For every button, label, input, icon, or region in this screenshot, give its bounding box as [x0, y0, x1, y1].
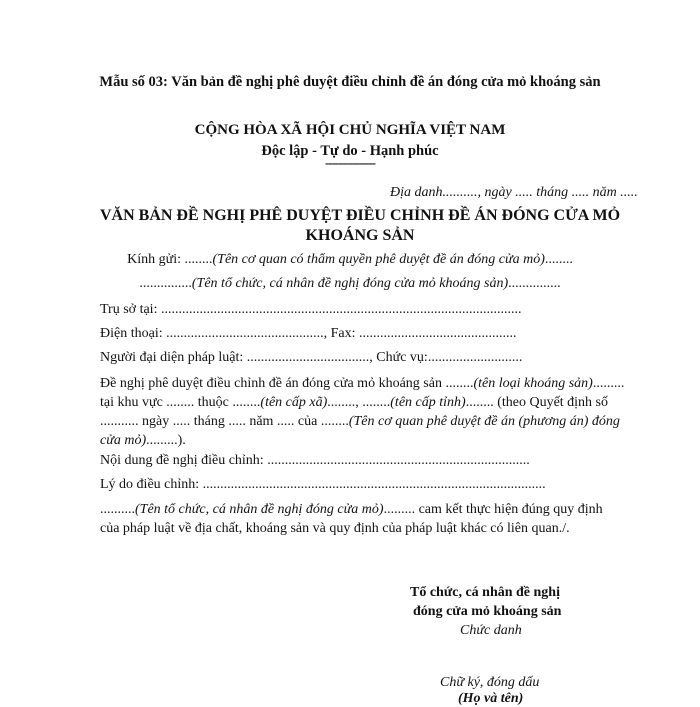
adjust-content-field: Nội dung đề nghị điều chỉnh: ...........................................................................: [100, 453, 530, 468]
commitment-text: ......... cam kết thực hiện đúng quy định của pháp luật về địa chất, khoáng sản và quy định của pháp luật khác có liên quan./.: [100, 502, 603, 536]
proposal-text-4: ........ (theo Quyết định số ........... ngày ..... tháng ..... năm ..... của ........: [100, 395, 609, 429]
recipient-label: Kính gửi: ........: [127, 252, 213, 267]
applicant-trail: ...............: [508, 276, 561, 291]
proposal-paragraph: [100, 374, 625, 450]
approver-placeholder: (Tên cơ quan phê duyệt đề án (phương án) đóng cửa mỏ): [100, 414, 620, 448]
office-field: Trụ sở tại: .......................................................................................................: [100, 302, 522, 317]
motto: Độc lập - Tự do - Hạnh phúc: [261, 143, 439, 159]
commitment-paragraph: [100, 500, 625, 538]
recipient-line: [0, 252, 700, 268]
commitment-lead: ..........: [100, 502, 135, 517]
signature-sign-note: Chữ ký, đóng dấu: [440, 675, 540, 690]
form-title: Mẫu số 03: Văn bản đề nghị phê duyệt điều chỉnh đề án đóng cửa mỏ khoáng sản: [99, 74, 601, 90]
representative-field: Người đại diện pháp luật: ..................................., Chức vụ:...........................: [100, 350, 523, 365]
signature-org-line2: đóng cửa mỏ khoáng sản: [413, 604, 562, 619]
nation-heading: CỘNG HÒA XÃ HỘI CHỦ NGHĨA VIỆT NAM: [194, 122, 506, 138]
proposal-text-5: .........).: [146, 433, 186, 448]
signature-name-note: (Họ và tên): [458, 691, 524, 706]
commitment-org-placeholder: (Tên tổ chức, cá nhân đề nghị đóng cửa mỏ): [135, 502, 384, 517]
applicant-lead: ...............: [139, 276, 192, 291]
place-date: Địa danh.........., ngày ..... tháng ..... năm .....: [390, 185, 638, 200]
recipient-placeholder: (Tên cơ quan có thẩm quyền phê duyệt đề án đóng cửa mỏ): [212, 252, 545, 267]
mineral-type-placeholder: (tên loại khoáng sản): [473, 376, 593, 391]
document-title: VĂN BẢN ĐỀ NGHỊ PHÊ DUYỆT ĐIỀU CHỈNH ĐỀ ÁN ĐÓNG CỬA MỎ KHOÁNG SẢN: [99, 207, 621, 244]
proposal-text-1: Đề nghị phê duyệt điều chỉnh đề án đóng cửa mỏ khoáng sản ........: [100, 376, 474, 391]
applicant-line: [0, 276, 700, 292]
signature-org-line1: Tổ chức, cá nhân đề nghị: [410, 585, 560, 600]
proposal-text-2: ......... tại khu vực ........ thuộc ........: [100, 376, 625, 410]
commune-placeholder: (tên cấp xã): [260, 395, 328, 410]
adjust-reason-field: Lý do điều chỉnh: ..................................................................................................: [100, 477, 546, 492]
recipient-trail: ........: [544, 252, 573, 267]
phone-fax-field: Điện thoại: ............................................., Fax: .............................................: [100, 326, 517, 341]
signature-position: Chức danh: [460, 623, 522, 638]
proposal-text-3: ........, ........: [327, 395, 391, 410]
applicant-placeholder: (Tên tổ chức, cá nhân đề nghị đóng cửa mỏ khoáng sản): [191, 276, 509, 291]
header-separator: ---------------: [325, 155, 375, 170]
province-placeholder: (tên cấp tỉnh): [390, 395, 466, 410]
